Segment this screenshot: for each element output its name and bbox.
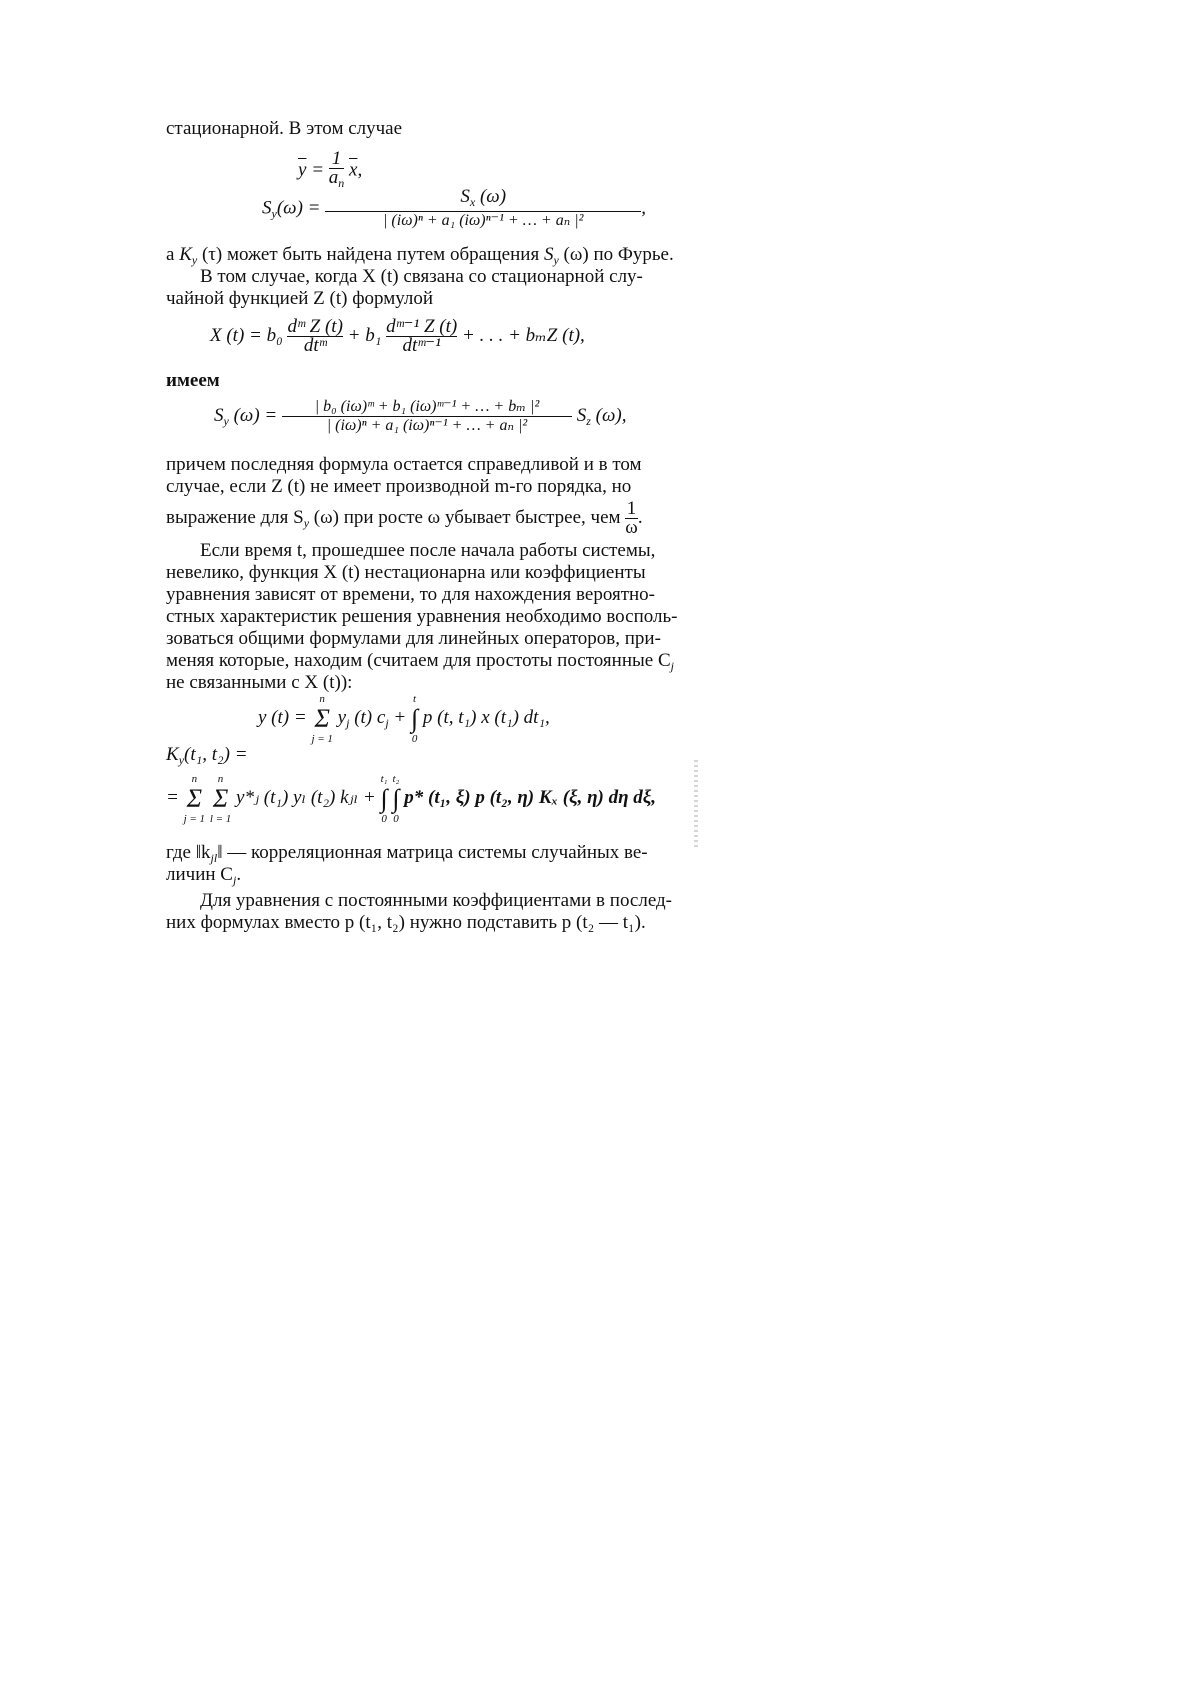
text-line: них формулах вместо p (t₁, t₂) нужно подставить p (t₂ — t₁). (166, 912, 646, 933)
eq-lhs: $\overline{y}$ (298, 159, 307, 181)
text-line: а $K_y$ (τ) может быть найдена путем обращения $S_y$ (ω) по Фурье. (166, 244, 674, 267)
text-line: чайной функцией Z (t) формулой (166, 288, 434, 309)
text-line: В том случае, когда X (t) связана со стационарной слу- (200, 266, 643, 287)
eq-rhs: $\overline{x}$ (349, 159, 358, 181)
sum-operator: n Σ j = 1 (311, 692, 333, 745)
fraction-numerator: 1 (331, 148, 342, 169)
text-line: случае, если Z (t) не имеет производной m-го порядка, но (166, 476, 632, 497)
text-line: имеем (166, 370, 220, 391)
text-line: личин $C_j$. (166, 864, 242, 887)
text-line: причем последняя формула остается справедливой и в том (166, 454, 642, 475)
text-line: Для уравнения с постоянными коэффициентами в послед- (200, 890, 673, 911)
equation-correlation-lhs: $K_y(t_1$, t₂) = (166, 744, 248, 767)
fraction (329, 150, 345, 192)
text-line: стных характеристик решения уравнения необходимо восполь- (166, 606, 678, 627)
fraction: $\frac{1}{\omega}$ (625, 498, 638, 538)
text-line: Если время t, прошедшее после начала работы системы, (200, 540, 656, 561)
fraction: $\frac{\text{| b₀ (iω)ᵐ + b₁ (iω)ᵐ⁻¹ + … + bₘ |²}}{\text{| (iω)ⁿ + a₁ (iω)ⁿ⁻¹ + … + aₙ |²}}$ (282, 398, 572, 435)
scan-noise (694, 760, 698, 850)
text-line: невелико, функция X (t) нестационарна или коэффициенты (166, 562, 646, 583)
integral-operator: t₁ ∫ 0 (380, 772, 388, 825)
sum-operator: n Σ j = 1 (183, 772, 206, 825)
fraction: $\frac{\text{dᵐ⁻¹ Z (t)}}{\text{dtᵐ⁻¹}}$ (386, 316, 458, 356)
text-line: стационарной. В этом случае (166, 118, 403, 139)
text-line: не связанными с X (t)): (166, 672, 353, 693)
equation-mean-solution: y (t) = n Σ j = 1 $y_j$ (t) $c_j$ + t ∫ 0 p (t, t₁) x (t₁) dt₁, (258, 692, 550, 745)
integral-operator: t₂ ∫ 0 (392, 772, 400, 825)
fraction-numerator: $S_x$ (ω) (460, 186, 507, 209)
text-line: зоваться общими формулами для линейных операторов, при- (166, 628, 661, 649)
equation-spectral-density-y: $S_y(\omega)$ = $\frac{S_x (\omega)}{\text{| (iω)ⁿ + a₁ (iω)ⁿ⁻¹ + … + aₙ |²}}$ , (262, 186, 646, 229)
text-line: где $‖k_{jl}‖$ — корреляционная матрица системы случайных ве- (166, 842, 648, 865)
text-line: меняя которые, находим (считаем для простоты постоянные $C_j$ (166, 650, 674, 673)
sum-operator: n Σ l = 1 (209, 772, 232, 825)
fraction-denominator: $a_n$ (328, 167, 345, 190)
equation-mean-y: $\overline{y}$ = $\frac{1}{a_n}$ $\overline{x}$, (298, 148, 363, 190)
equation-correlation-rhs: = n Σ j = 1 n Σ l = 1 y*ⱼ (t₁) yₗ (t₂) kⱼₗ + t₁ ∫ 0 t₂ ∫ 0 p* (t₁, ξ) p (t₂, η) Kₓ (ξ, η) dη dξ, (166, 772, 657, 825)
text-line: выражение для $S_y$ (ω) при росте ω убывает быстрее, чем $\frac{1}{\omega}$ . (166, 498, 643, 538)
equation-x-of-t: X (t) = b₀ $\frac{\text{dᵐ Z (t)}}{\text{dtᵐ}}$ + b₁ $\frac{\text{dᵐ⁻¹ Z (t)}}{\text{dtᵐ⁻¹}}$ + . . . + bₘZ (t), (210, 316, 585, 356)
fraction-denominator: | (iω)ⁿ + a₁ (iω)ⁿ⁻¹ + … + aₙ |² (325, 211, 641, 230)
integral-operator: t ∫ 0 (411, 692, 419, 745)
equation-spectral-density-y-general: $S_y$ (ω) = $\frac{\text{| b₀ (iω)ᵐ + b₁ (iω)ᵐ⁻¹ + … + bₘ |²}}{\text{| (iω)ⁿ + a₁ (iω)ⁿ⁻¹ + … + aₙ |²}}$ $S_z$ (ω), (214, 398, 627, 434)
text-line: уравнения зависят от времени, то для нахождения вероятно- (166, 584, 655, 605)
fraction (325, 188, 641, 230)
fraction: $\frac{\text{dᵐ Z (t)}}{\text{dtᵐ}}$ (287, 316, 343, 356)
